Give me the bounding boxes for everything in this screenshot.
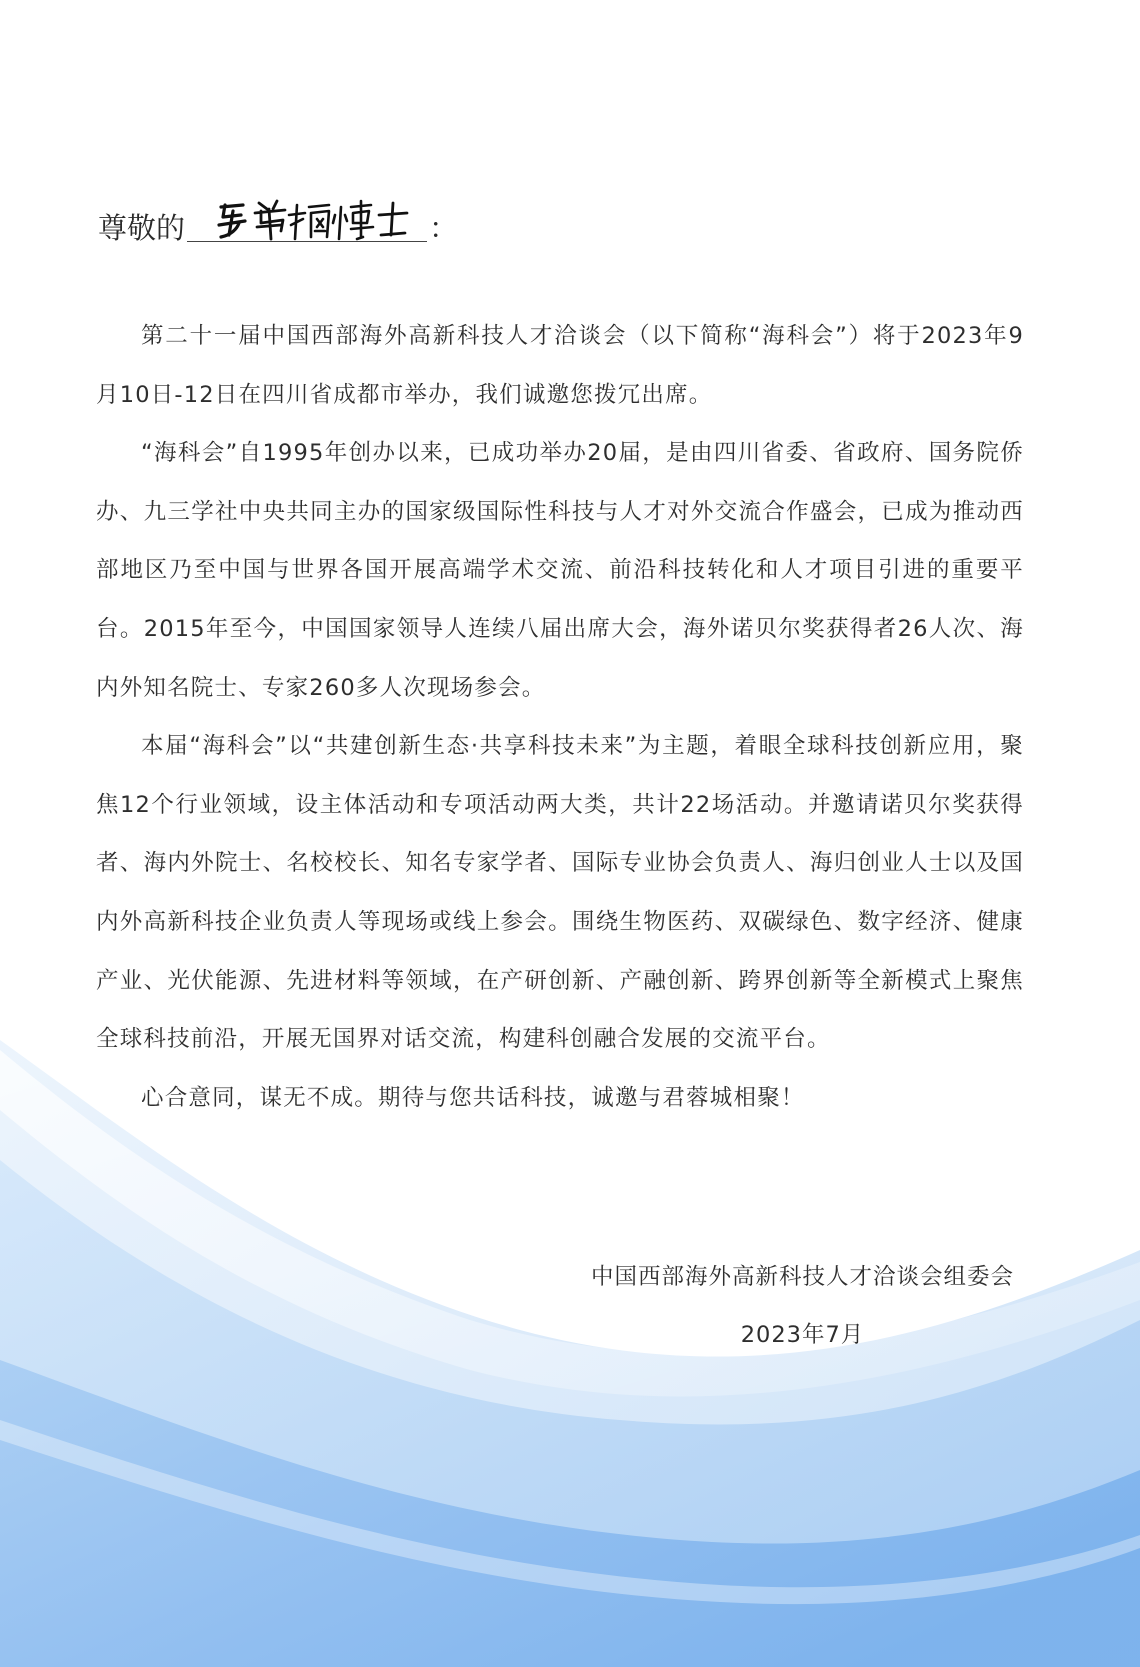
signature-date: 2023年7月: [740, 1322, 865, 1348]
body-paragraph-1: 第二十一届中国西部海外高新科技人才洽谈会（以下简称“海科会”）将于2023年9月10日-12日在四川省成都市举办，我们诚邀您拨冗出席。: [96, 323, 1024, 408]
signature-organization: 中国西部海外高新科技人才洽谈会组委会: [590, 1264, 1014, 1290]
salutation-line: [98, 205, 458, 251]
salutation-prefix: 尊敬的: [98, 211, 186, 245]
body-paragraph-2: “海科会”自1995年创办以来，已成功举办20届，是由四川省委、省政府、国务院侨办、九三学社中央共同主办的国家级国际性科技与人才对外交流合作盛会，已成为推动西部地区乃至中国与世界各国开展高端学术交流、前沿科技转化和人才项目引进的重要平台。2015年至今，中国国家领导人连续八届出席大会，海外诺贝尔奖获得者26人次、海内外知名院士、专家260多人次现场参会。: [96, 440, 1024, 701]
body-paragraph-3: 本届“海科会”以“共建创新生态·共享科技未来”为主题，着眼全球科技创新应用，聚焦12个行业领域，设主体活动和专项活动两大类，共计22场活动。并邀请诺贝尔奖获得者、海内外院士、名校校长、知名专家学者、国际专业协会负责人、海归创业人士以及国内外高新科技企业负责人等现场或线上参会。围绕生物医药、双碳绿色、数字经济、健康产业、光伏能源、先进材料等领域，在产研创新、产融创新、跨界创新等全新模式上聚焦全球科技前沿，开展无国界对话交流，构建科创融合发展的交流平台。: [96, 733, 1024, 1053]
salutation-colon: ：: [429, 211, 459, 245]
letter-body: [96, 307, 1024, 1127]
recipient-name-underline: [187, 207, 427, 242]
body-paragraph-4: 心合意同，谋无不成。期待与您共话科技，诚邀与君蓉城相聚！: [141, 1084, 805, 1111]
signature-block: [591, 1248, 1014, 1364]
handwritten-recipient-name: [211, 197, 411, 243]
